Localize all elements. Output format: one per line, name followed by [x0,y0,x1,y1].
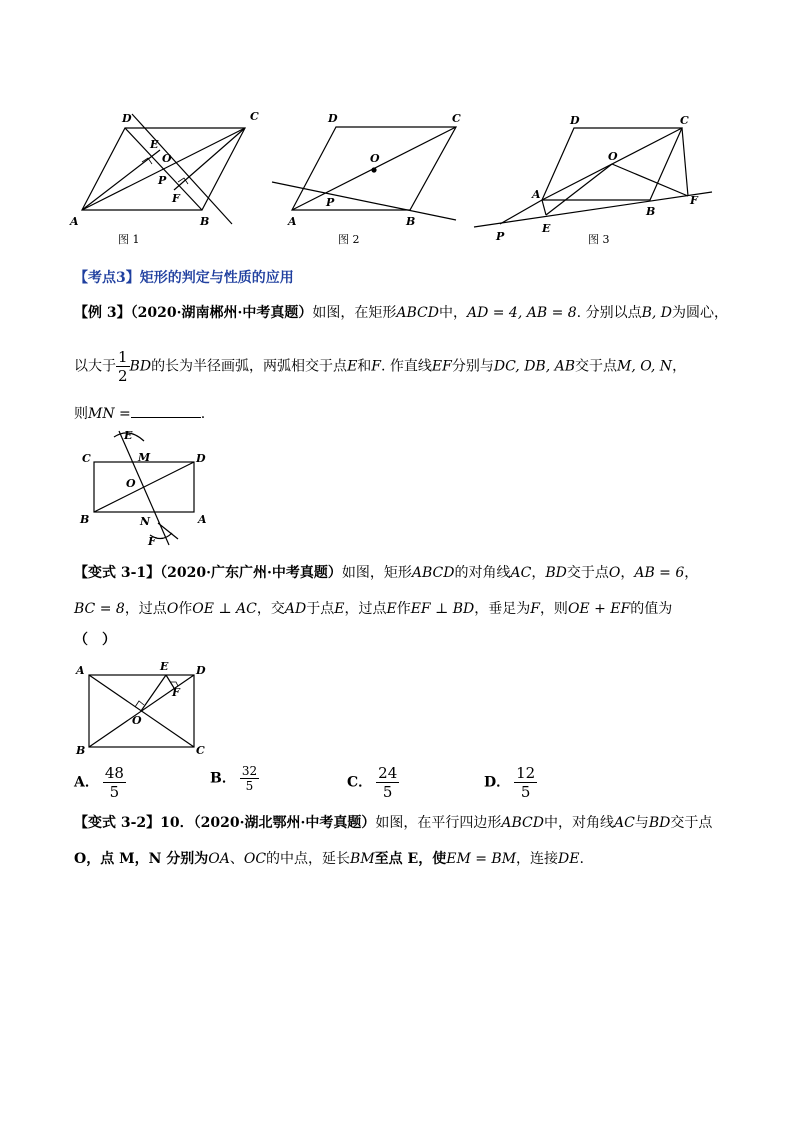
svg-text:B: B [80,513,90,526]
option-b[interactable]: B． $\frac{32}{5}$ [210,764,258,793]
answer-paren: （ ） [74,632,116,648]
svg-text:E: E [160,660,169,673]
svg-text:B: B [646,205,656,218]
svg-text:A: A [532,188,541,201]
svg-text:E: E [542,222,551,235]
svg-text:O: O [162,152,172,165]
svg-text:A: A [288,215,297,228]
svg-text:O: O [608,150,618,163]
variant31-line2: BC = 8，过点O作OE ⊥ AC，交AD于点E，过点E作EF ⊥ BD，垂足为F，则OE + EF的值为 [74,601,673,617]
variant31-figure [74,660,214,760]
svg-text:D: D [196,452,206,465]
svg-text:M: M [138,451,151,464]
example3-line2: 以大于 $\frac{1}{2}$ BD的长为半径画弧，两弧相交于点E和F. 作直线EF分别与DC, DB, AB交于点M, O, N， [74,348,687,385]
example-source: （2020·湖南郴州·中考真题） [130,305,313,321]
svg-text:C: C [82,452,91,465]
figure-1-labels [69,110,259,246]
svg-text:B: B [200,215,210,228]
variant32-line2: O，点 M，N 分别为OA、OC的中点，延长BM至点 E，使EM = BM，连接DE. [74,851,584,867]
svg-text:F: F [148,535,156,548]
variant31-line1: 【变式 3-1】（2020·广东广州·中考真题）如图，矩形ABCD的对角线AC，BD交于点O，AB = 6， [74,565,699,581]
variant32-line1: 【变式 3-2】10．（2020·湖北鄂州·中考真题）如图，在平行四边形ABCD中，对角线AC与BD交于点 [74,815,713,831]
option-d[interactable]: D． $\frac{12}{5}$ [484,764,536,801]
svg-text:F: F [172,192,180,205]
svg-text:P: P [496,230,505,243]
svg-text:C: C [452,112,461,125]
line-oe [141,675,166,711]
svg-text:B: B [76,744,86,757]
svg-text:O: O [126,477,136,490]
svg-text:D: D [328,112,338,125]
svg-text:D: D [196,664,206,677]
example-tag: 【例 3】 [74,305,131,321]
svg-text:N: N [140,515,151,528]
svg-text:O: O [370,152,380,165]
svg-text:A: A [70,215,79,228]
example3-figure [74,425,224,550]
svg-text:F: F [690,194,698,207]
svg-text:E: E [150,138,159,151]
svg-text:F: F [172,686,180,699]
svg-text:A: A [76,664,85,677]
figure-2 [272,127,456,220]
diagonal-bd-1 [125,128,202,210]
section-heading: 【考点3】矩形的判定与性质的应用 [74,270,294,286]
example3-line1: 【例 3】（2020·湖南郴州·中考真题）如图，在矩形ABCD中，AD = 4, AB = 8. 分别以点B, D为圆心， [74,305,728,321]
option-a[interactable]: A． $\frac{48}{5}$ [74,764,124,801]
option-c[interactable]: C． $\frac{24}{5}$ [347,764,398,801]
top-figures [60,100,750,260]
line-through-ef-1 [132,114,232,224]
svg-text:C: C [680,114,689,127]
svg-text:D: D [570,114,580,127]
figure-3-caption: 图 3 [588,233,610,246]
svg-text:B: B [406,215,416,228]
svg-text:D: D [122,112,132,125]
svg-text:C: C [250,110,259,123]
fraction-half: $\frac{1}{2}$ [118,348,128,385]
figure-1 [82,114,245,224]
answer-blank[interactable] [131,403,201,418]
figure-2-caption: 图 2 [338,233,360,246]
figure-3 [474,128,712,227]
svg-text:P: P [326,196,335,209]
example3-line3: 则MN = . [74,403,205,424]
figure-1-caption: 图 1 [118,233,140,246]
line-through-p-2 [272,182,456,220]
svg-text:C: C [196,744,205,757]
svg-text:E: E [124,429,133,442]
svg-text:A: A [198,513,207,526]
svg-text:P: P [158,174,167,187]
figure-2-labels [287,112,461,246]
svg-text:O: O [132,714,142,727]
line-through-ef-3 [474,192,712,227]
figure-3-labels [495,114,699,246]
